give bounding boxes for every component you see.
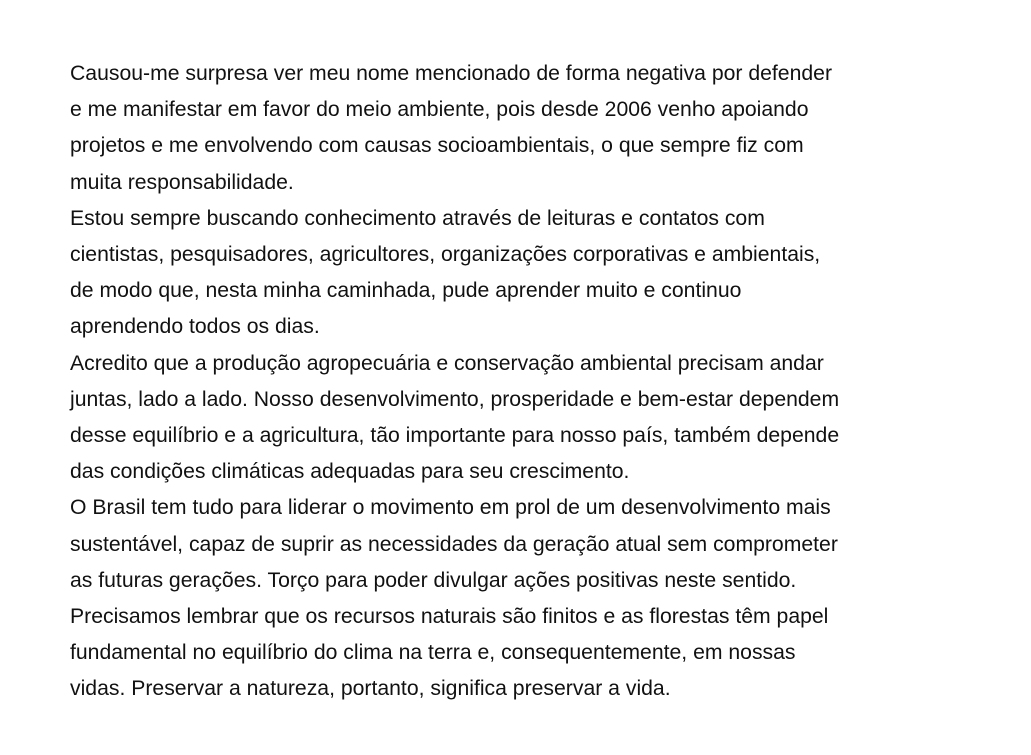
text-line: cientistas, pesquisadores, agricultores, organizações corporativas e ambientais, bbox=[70, 243, 821, 267]
text-line: das condições climáticas adequadas para seu crescimento. bbox=[70, 460, 630, 484]
text-line: juntas, lado a lado. Nosso desenvolvimento, prosperidade e bem-estar dependem bbox=[70, 387, 840, 411]
paragraph bbox=[70, 201, 1010, 346]
text-line: de modo que, nesta minha caminhada, pude aprender muito e continuo bbox=[70, 279, 742, 303]
paragraph bbox=[70, 599, 1010, 708]
text-line: e me manifestar em favor do meio ambiente, pois desde 2006 venho apoiando bbox=[70, 98, 809, 122]
text-line: Estou sempre buscando conhecimento através de leituras e contatos com bbox=[70, 206, 765, 230]
paragraph bbox=[70, 490, 1010, 599]
text-line: O Brasil tem tudo para liderar o movimento em prol de um desenvolvimento mais bbox=[70, 496, 831, 520]
text-line: fundamental no equilíbrio do clima na terra e, consequentemente, em nossas bbox=[70, 641, 796, 665]
text-line: Causou-me surpresa ver meu nome mencionado de forma negativa por defender bbox=[70, 62, 832, 85]
paragraph bbox=[70, 56, 1010, 201]
text-line: sustentável, capaz de suprir as necessidades da geração atual sem comprometer bbox=[70, 532, 838, 556]
text-line: muita responsabilidade. bbox=[70, 170, 294, 194]
text-line: Acredito que a produção agropecuária e conservação ambiental precisam andar bbox=[70, 351, 824, 375]
paragraph bbox=[70, 346, 1010, 491]
statement-document bbox=[70, 56, 1010, 708]
text-line: aprendendo todos os dias. bbox=[70, 315, 320, 339]
text-line: desse equilíbrio e a agricultura, tão importante para nosso país, também depende bbox=[70, 424, 840, 448]
text-line: Precisamos lembrar que os recursos naturais são finitos e as florestas têm papel bbox=[70, 605, 829, 629]
text-line: projetos e me envolvendo com causas socioambientais, o que sempre fiz com bbox=[70, 134, 804, 158]
text-line: as futuras gerações. Torço para poder divulgar ações positivas neste sentido. bbox=[70, 568, 797, 592]
text-line: vidas. Preservar a natureza, portanto, significa preservar a vida. bbox=[70, 677, 671, 701]
